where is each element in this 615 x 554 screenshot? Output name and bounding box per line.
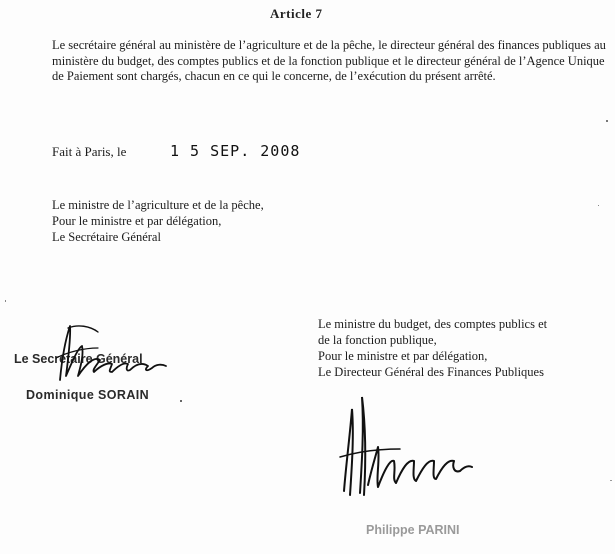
left-signatory-line: Le ministre de l’agriculture et de la pêche, [52,198,264,212]
right-signatory-line: de la fonction publique, [318,333,437,347]
date-stamp: 1 5 SEP. 2008 [170,142,301,160]
signing-place-label: Fait à Paris, le [52,144,127,159]
article-title: Article 7 [270,6,323,21]
article-paragraph: Le secrétaire général au ministère de l’agriculture et de la pêche, le directeur général des finances publiques au ministère du budget, des comptes publics et de la fonction publique et le directeur général de l’Agence Unique de Paiement sont chargés, chacun en ce qui le concerne, de l’exécution du présent arrêté. [52,38,606,83]
article-body [52,38,608,85]
left-signatory-block [52,197,264,245]
right-signatory-line: Le ministre du budget, des comptes publics et [318,317,548,331]
left-signatory-line: Pour le ministre et par délégation, [52,214,222,228]
right-stamp-name: Philippe PARINI [366,523,460,537]
left-signature [38,318,178,388]
left-stamp-name: Dominique SORAIN [26,388,150,402]
right-signature [330,395,480,505]
right-signatory-line: Pour le ministre et par délégation, [318,349,488,363]
left-stamp-title: Le Secrétaire Général [14,352,143,366]
right-signatory-line: Le Directeur Général des Finances Publiques [318,365,544,379]
right-signatory-block [318,316,608,380]
left-signatory-line: Le Secrétaire Général [52,230,161,244]
